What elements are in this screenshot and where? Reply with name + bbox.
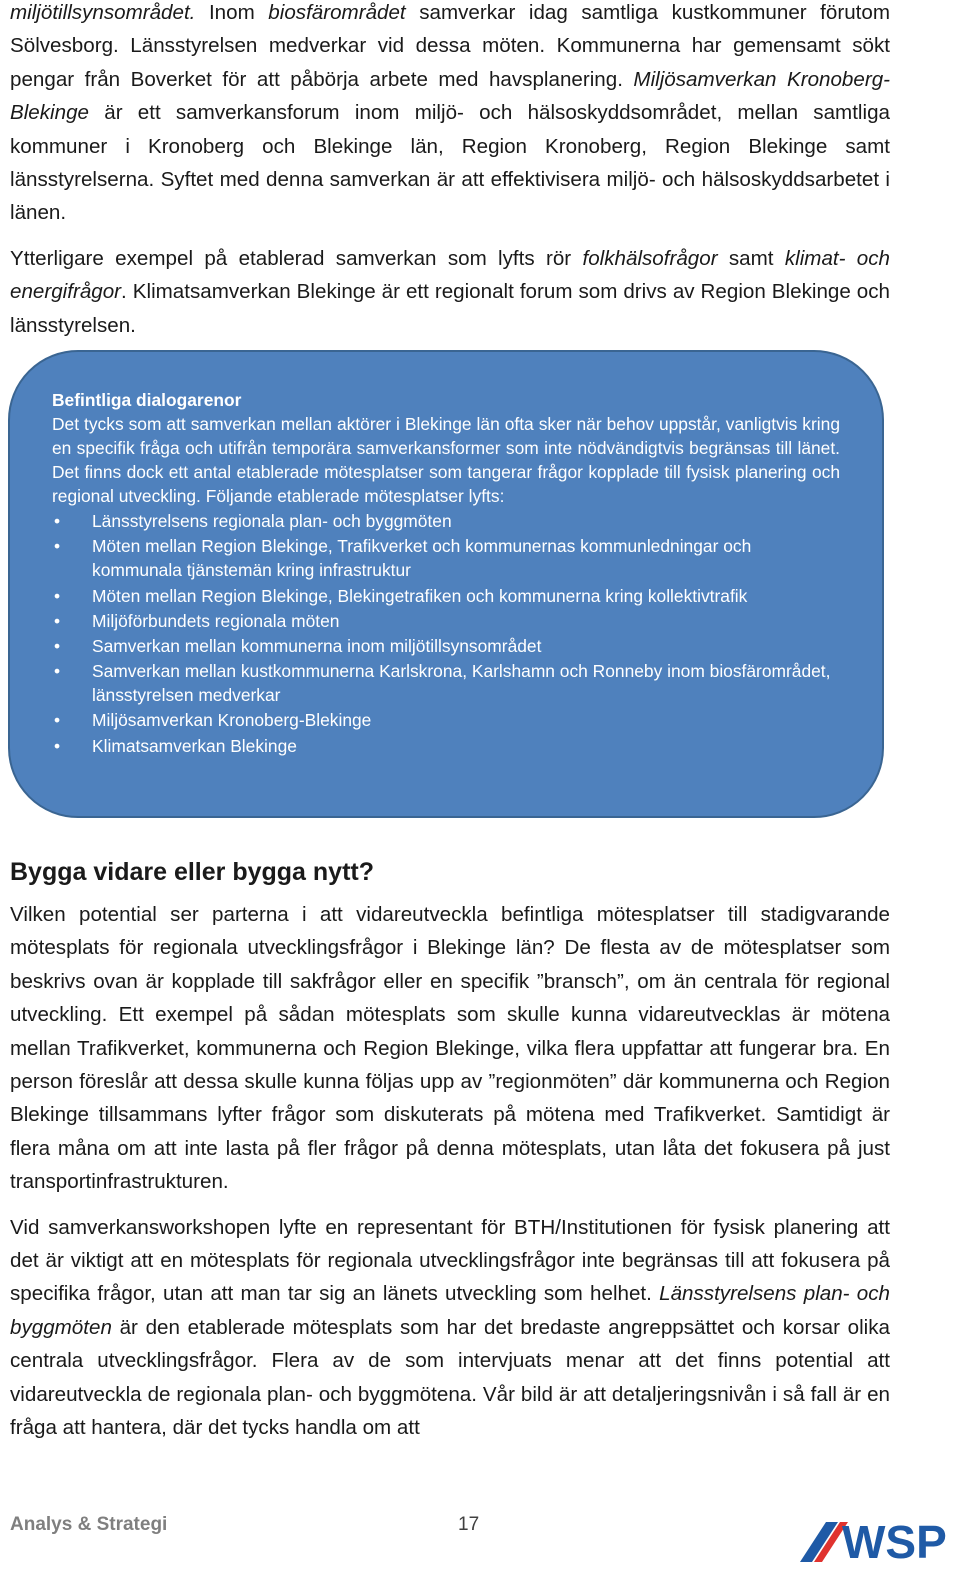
bullet-icon: • [54,735,61,756]
list-item [52,708,840,732]
list-item [52,509,840,533]
section-body [10,898,890,1445]
list-item [52,659,840,707]
text-run: Ytterligare exempel på etablerad samverkan som lyfts rör [10,246,583,270]
text-run: är den etablerade mötesplats som har det bredaste angreppsättet och korsar olika centrala utvecklingsfrågor. Flera av de som intervjuats menar att det finns potential att vidareutveckla de regionala plan- och byggmötena. Vår bild är att detaljeringsnivån i så fall är en fråga att hantera, där det tycks handla om att [10,1315,890,1440]
list-item [52,609,840,633]
callout-list [52,509,840,757]
list-item [52,584,840,608]
page-body [10,0,890,342]
list-item [52,734,840,758]
bullet-icon: • [54,610,61,631]
text-run: klimat- och energifrågor [10,246,891,304]
bullet-icon: • [54,635,61,656]
list-item-text: Miljöförbundets regionala möten [92,610,340,631]
text-run: biosfärområdet [268,1,406,24]
text-run: samt [717,246,785,270]
text-run: Miljösamverkan Kronoberg-Blekinge [10,67,891,125]
logo-mark-icon [800,1522,848,1562]
text-run: Vid samverkansworkshopen lyfte en representant för BTH/Institutionen för fysisk planering att det är viktigt att en mötesplats för regionala utvecklingsfrågor inte begränsas till att fokusera på specifika frågor, utan att man tar sig an länets utveckling som helhet. [10,1215,890,1306]
logo-text: WSP [842,1516,947,1566]
list-item-text: Miljösamverkan Kronoberg-Blekinge [92,710,372,731]
bullet-icon: • [54,661,61,682]
text-run: samverkar idag samtliga kustkommuner förutom Sölvesborg. Länsstyrelsen medverkar vid dessa möten. Kommunerna har gemensamt sökt pengar från Boverket för att påbörja arbete med havsplanering. [10,1,890,91]
text-run: är ett samverkansforum inom miljö- och hälsoskyddsområdet, mellan samtliga kommuner i Kronoberg och Blekinge län, Region Kronoberg, Region Blekinge samt länsstyrelserna. Syftet med denna samverkan är att effektivisera miljö- och hälsoskyddsarbetet i länen. [10,101,890,225]
bullet-icon: • [54,710,61,731]
list-item-text: Samverkan mellan kustkommunerna Karlskrona, Karlshamn och Ronneby inom biosfärområdet, länsstyrelsen medverkar [92,661,831,706]
bullet-icon: • [54,585,61,606]
text-run: folkhälsofrågor [582,246,718,270]
list-item-text: Länsstyrelsens regionala plan- och byggmöten [92,511,452,532]
list-item-text: Möten mellan Region Blekinge, Trafikverket och kommunernas kommunledningar och kommunala tjänstemän kring infrastruktur [92,536,752,581]
callout-intro: Det tycks som att samverkan mellan aktörer i Blekinge län ofta sker när behov uppstår, vanligtvis kring en specifik fråga och utifrån temporära samverkansformer som inte nödvändigtvis begränsas till länet. Det finns dock ett antal etablerade mötesplatser som tangerar frågor kopplade till fysisk planering och regional utveckling. Följande etablerade mötesplatser lyfts: [52,414,840,506]
footer-title: Analys & Strategi [10,1514,168,1535]
text-run: Vilken potential ser parterna i att vidareutveckla befintliga mötesplatser till stadigvarande mötesplats för regionala utvecklingsfrågor i Blekinge län? De flesta av de mötesplatser som beskrivs ovan är kopplade till sakfrågor eller en specifik ”bransch”, om än centrala för regional utveckling. Ett exempel på sådan mötesplats som skulle kunna vidareutvecklas är mötena mellan Trafikverket, kommunerna och Region Blekinge, vilka flera uppfattar att fungerar bra. En person föreslår att dessa skulle kunna följas upp av ”regionmöten” där kommunerna och Region Blekinge tillsammans lyfter frågor som diskuterats på mötena med Trafikverket. Samtidigt är flera måna om att inte lasta på fler frågor på denna mötesplats, utan låta det fokusera på just transportinfrastrukturen. [10,903,890,1194]
callout-box [8,350,884,818]
list-item-text: Möten mellan Region Blekinge, Blekingetrafiken och kommunerna kring kollektivtrafik [92,585,748,606]
text-run: Inom [195,1,269,24]
list-item-text: Samverkan mellan kommunerna inom miljötillsynsområdet [92,635,542,656]
callout-title: Befintliga dialogarenor [52,390,242,410]
section-heading: Bygga vidare eller bygga nytt? [10,858,374,886]
section-paragraph-2 [10,1211,890,1445]
list-item [52,534,840,582]
list-item [52,634,840,658]
bullet-icon: • [54,511,61,532]
paragraph-1 [10,0,890,230]
callout-content [52,388,840,758]
text-run: Länsstyrelsens plan- och byggmöten [10,1282,890,1339]
bullet-icon: • [54,536,61,557]
text-run: miljötillsynsområdet. [10,1,196,24]
paragraph-2 [10,242,890,342]
wsp-logo [800,1510,956,1566]
page-number: 17 [458,1514,480,1535]
list-item-text: Klimatsamverkan Blekinge [92,735,297,756]
section-paragraph-1 [10,898,890,1199]
text-run: . Klimatsamverkan Blekinge är ett regionalt forum som drivs av Region Blekinge och länsstyrelsen. [10,280,890,337]
